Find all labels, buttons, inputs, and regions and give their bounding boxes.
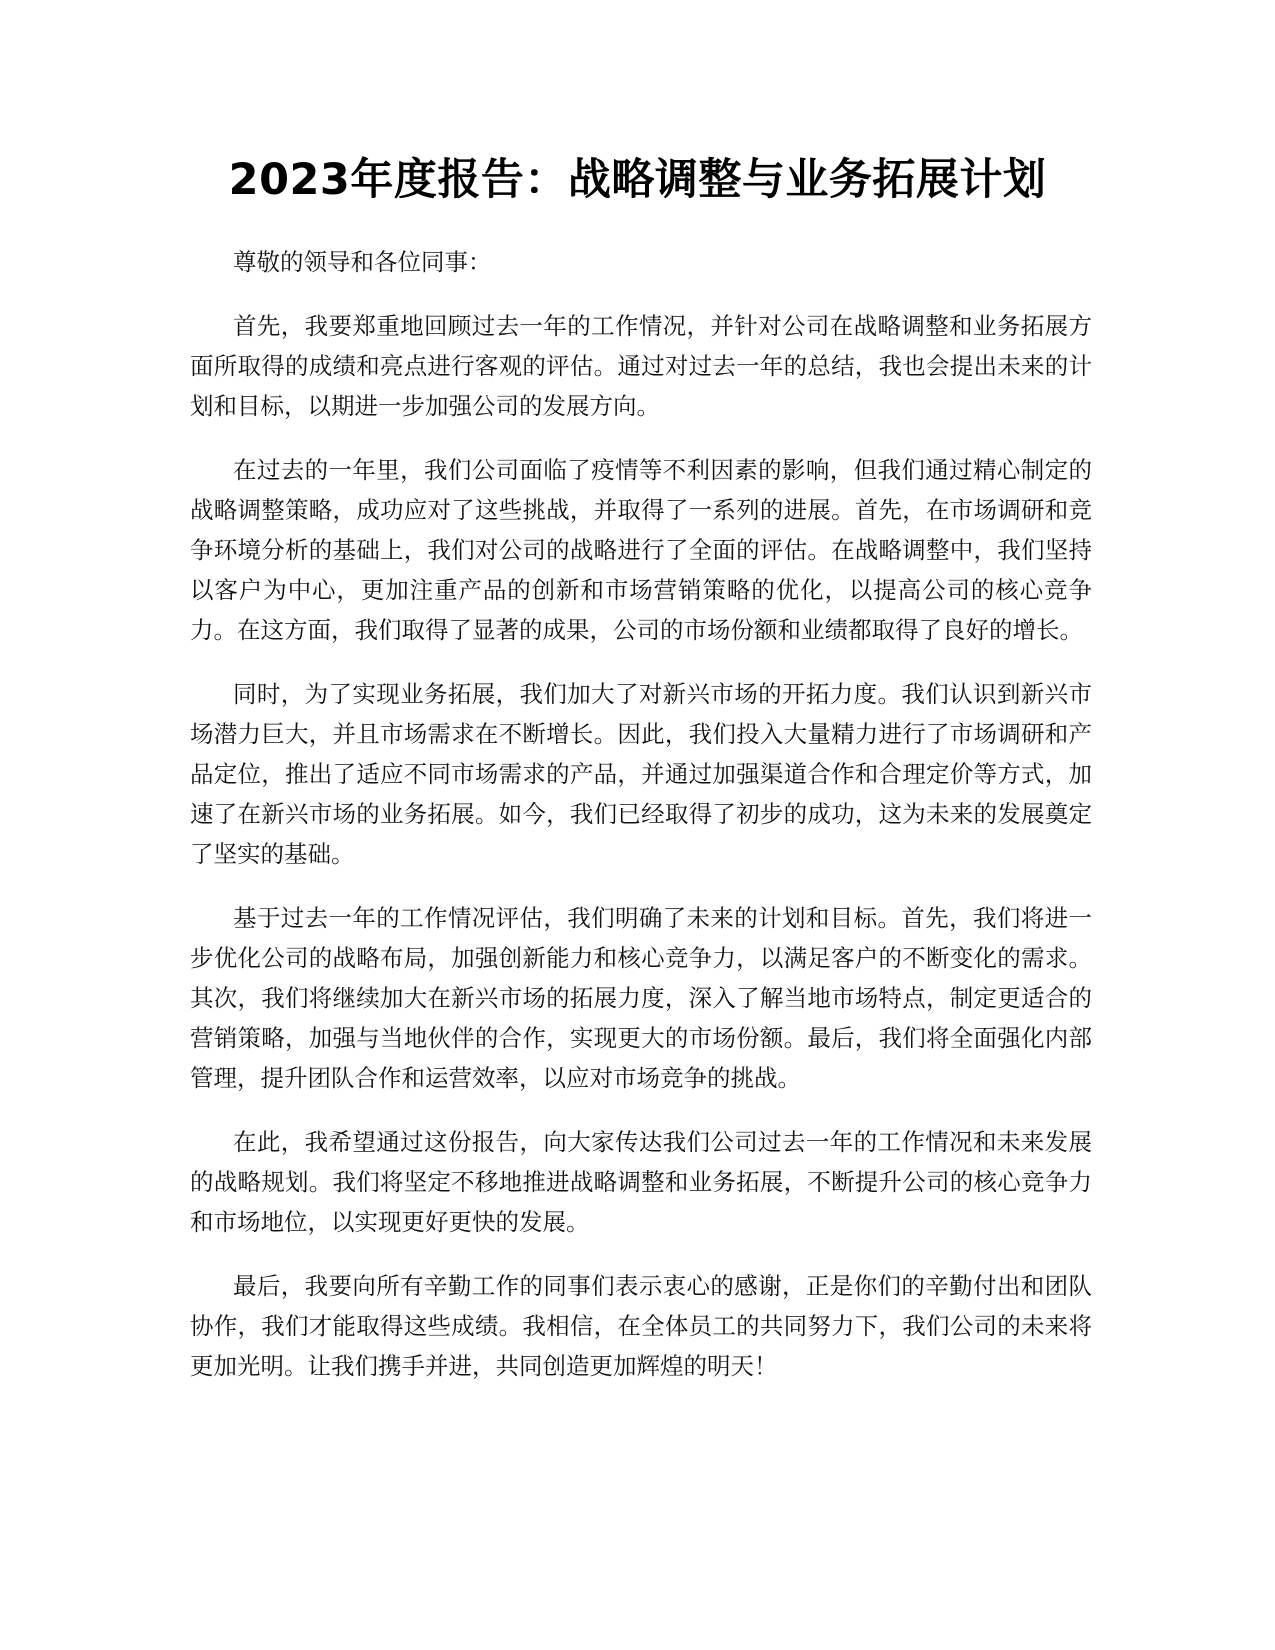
paragraph-5: 在此，我希望通过这份报告，向大家传达我们公司过去一年的工作情况和未来发展的战略规划。我们将坚定不移地推进战略调整和业务拓展，不断提升公司的核心竞争力和市场地位，以实现更好更快的发展。 [190, 1128, 1092, 1236]
paragraph-3: 同时，为了实现业务拓展，我们加大了对新兴市场的开拓力度。我们认识到新兴市场潜力巨大，并且市场需求在不断增长。因此，我们投入大量精力进行了市场调研和产品定位，推出了适应不同市场需求的产品，并通过加强渠道合作和合理定价等方式，加速了在新兴市场的业务拓展。如今，我们已经取得了初步的成功，这为未来的发展奠定了坚实的基础。 [190, 680, 1092, 868]
document-body [190, 242, 1092, 1410]
salutation: 尊敬的领导和各位同事： [233, 248, 492, 276]
document-title: 2023年度报告：战略调整与业务拓展计划 [228, 155, 1047, 205]
paragraph-2: 在过去的一年里，我们公司面临了疫情等不利因素的影响，但我们通过精心制定的战略调整策略，成功应对了这些挑战，并取得了一系列的进展。首先，在市场调研和竞争环境分析的基础上，我们对公司的战略进行了全面的评估。在战略调整中，我们坚持以客户为中心，更加注重产品的创新和市场营销策略的优化，以提高公司的核心竞争力。在这方面，我们取得了显著的成果，公司的市场份额和业绩都取得了良好的增长。 [190, 456, 1092, 644]
paragraph-6: 最后，我要向所有辛勤工作的同事们表示衷心的感谢，正是你们的辛勤付出和团队协作，我们才能取得这些成绩。我相信，在全体员工的共同努力下，我们公司的未来将更加光明。让我们携手并进，共同创造更加辉煌的明天！ [190, 1272, 1092, 1380]
paragraph-1: 首先，我要郑重地回顾过去一年的工作情况，并针对公司在战略调整和业务拓展方面所取得的成绩和亮点进行客观的评估。通过对过去一年的总结，我也会提出未来的计划和目标，以期进一步加强公司的发展方向。 [190, 312, 1092, 420]
paragraph-4: 基于过去一年的工作情况评估，我们明确了未来的计划和目标。首先，我们将进一步优化公司的战略布局，加强创新能力和核心竞争力，以满足客户的不断变化的需求。其次，我们将继续加大在新兴市场的拓展力度，深入了解当地市场特点，制定更适合的营销策略，加强与当地伙伴的合作，实现更大的市场份额。最后，我们将全面强化内部管理，提升团队合作和运营效率，以应对市场竞争的挑战。 [190, 904, 1092, 1092]
